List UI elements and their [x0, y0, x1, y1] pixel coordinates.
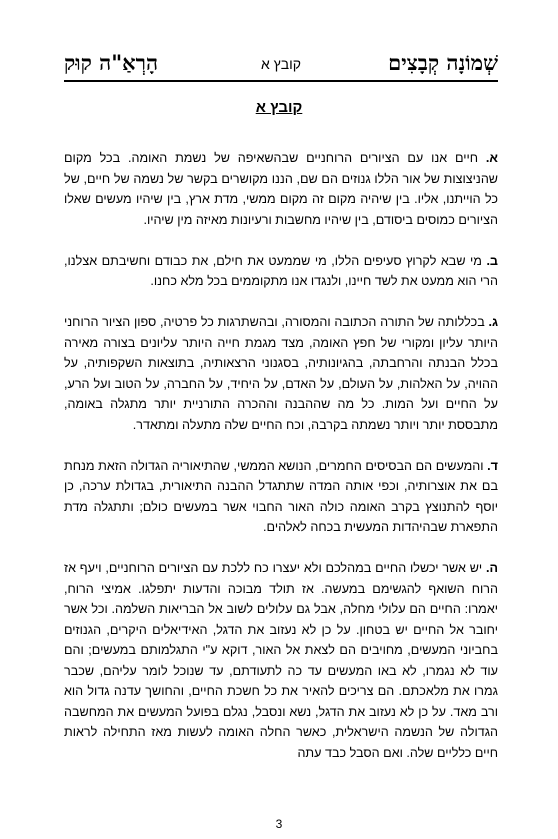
running-header [64, 50, 498, 80]
paragraph-text: יש אשר יכשלו החיים במהלכם ולא יעצרו כח ללכת עם הציורים הרוחניים, ויעף אז הרוח השואף להגשימם במעשה. אז תולד מבוכה והדעות יתפלגו. אמיצי הרוח, יאמרו: החיים הם עלולי מחלה, אבל גם עלולים לשוב אל הבריאות השלמה. וכל אשר יחובר אל החיים יש בטחון. על כן לא נעזוב את הדגל, האידיאלים היקרים, הגנוזים בחביוני המעשים, מחויבים הם לצאת אל האור, דוקא ע"י התגלמותם במעשים; והם עוד לא נגמרו, לא באו המעשים עד כה לתעודתם, עד שנוכל לומר עליהם, שכבר גמרו את מלאכתם. הם צריכים להאיר את כל חשכת החיים, והחושך עדנה גדול הוא ורב מאד. על כן לא נעזוב את הדגל, נשא ונסבל, נגלם בפועל המעשים את המחשבה הגדולה של הנשמה הישראלית, כאשר החלה האומה לעשות מאז התחילה לראות חיים כלליים שלה. ואם הסבל כבד עתה [64, 561, 498, 760]
paragraph-letter: א. [485, 151, 498, 165]
page-heading: קובץ א [255, 99, 303, 116]
paragraph-gimel [64, 312, 498, 435]
header-rule [64, 80, 498, 82]
paragraph-text: חיים אנו עם הציורים הרוחניים שבהשאיפה של נשמת האומה. בכל מקום שהניצוצות של אור הללו גנוזים הם שם, הננו מקושרים בקשר של נשמה של חיים, של כל הוייתנו, אליו. בין שיהיה מקום זה מקום ממשי, מדת ארץ, בין שיהיו מעשים שאלו הציורים כמוסים ביסודם, בין שיהיו מחשבות ורעיונות מאיזה מין שיהיו. [64, 151, 498, 227]
author-name: הָרְאַ"ה קוּק [64, 50, 159, 75]
paragraph-he [64, 558, 498, 763]
paragraph-text: בכללותה של התורה הכתובה והמסורה, ובהשתרגות כל פרטיה, ספון הציור הרוחני היותר עליון ומקורי של חפץ האומה, מצד מגמת חייה היותר עליונים בצורה מאירה בכלל הבנתה והרחבתה, בהגיונותיה, בסגנוני הרצאותיה, בתוצאות השקפותיה, על ההויה, על האלהות, על העולם, על האדם, על היחיד, על החברה, על הטוב ועל הרע, על החיים ועל המות. כל מה שההבנה וההכרה התורניית יותר מתגלה באומה, מתבססת יותר ויותר נשמתה בקרבה, וכח החיים שלה מתעלה ומתאדר. [64, 315, 498, 432]
section-name: קובץ א [260, 56, 301, 72]
paragraph-letter: ב. [486, 253, 498, 268]
paragraph-letter: ג. [488, 315, 498, 329]
paragraph-dalet [64, 456, 498, 538]
paragraph-aleph [64, 148, 498, 230]
paragraph-letter: ד. [487, 458, 498, 473]
body-text [64, 148, 498, 784]
book-title: שְׁמוֹנָה קְבָצִים [388, 50, 498, 75]
paragraph-text: מי שבא לקרוץ סעיפים הללו, מי שממעט את חילם, את כבודם וחשיבתם אצלנו, הרי הוא ממעט את לשד חיינו, ולנגדו אנו מתקוממים בכל מלא כחנו. [64, 253, 498, 288]
paragraph-bet [64, 251, 498, 292]
paragraph-text: והמעשים הם הבסיסים החמרים, הנושא הממשי, שהתיאוריה הגדולה הזאת מנחת בם את אוצרותיה, וכפי אותה המדה שתתגדל ההבנה התיאורית, בגדולת ערכה, כן יוסף להתנוצץ בקרב האומה כולה האור החבוי אשר במעשים כולם; ותתגלה מדת התפארת שבהיהדות המעשית בכחה לאלהים. [64, 458, 498, 534]
paragraph-letter: ה. [485, 561, 498, 575]
page-number: 3 [275, 817, 283, 831]
